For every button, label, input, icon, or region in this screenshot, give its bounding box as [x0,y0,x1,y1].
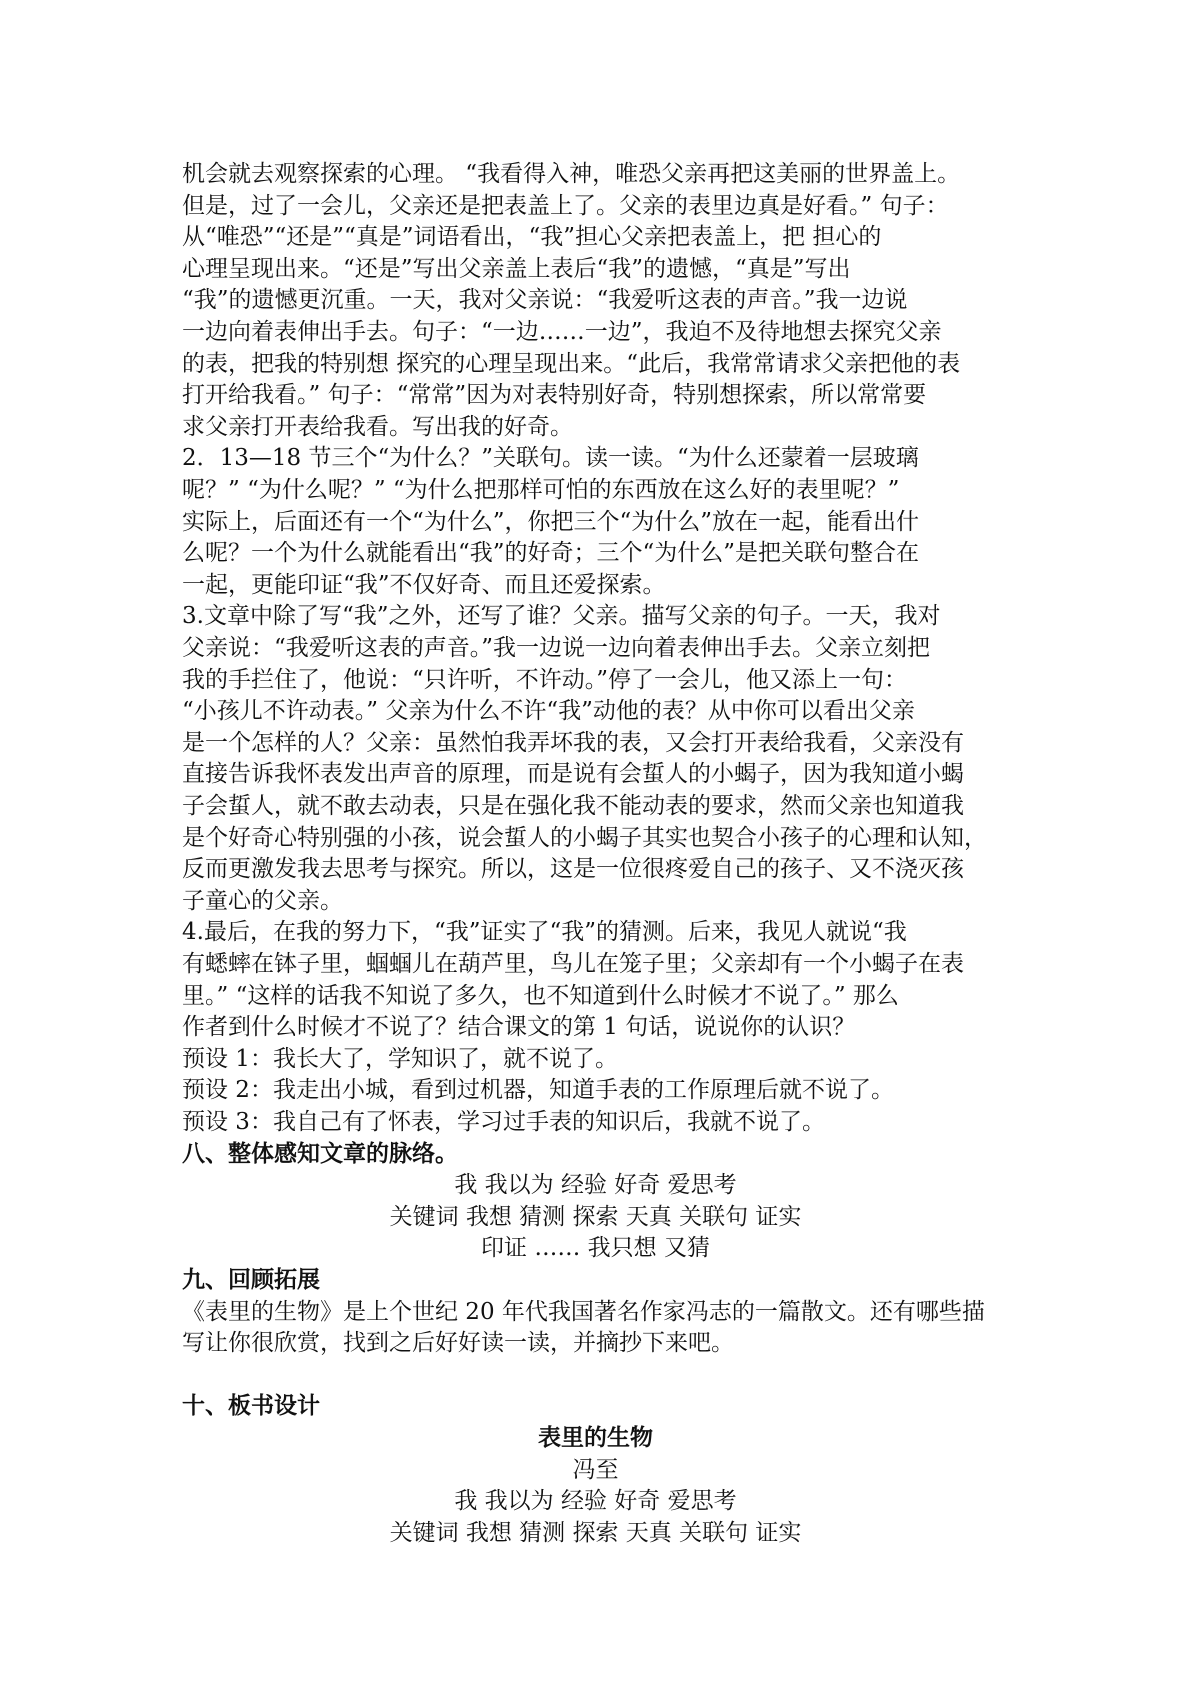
body-text-line: 写让你很欣赏，找到之后好好读一读，并摘抄下来吧。 [182,1330,734,1357]
body-text-line: “我”的遗憾更沉重。一天，我对父亲说：“我爱听这表的声音。”我一边说 [182,287,908,314]
body-text-line: 子会蜇人，就不敢去动表，只是在强化我不能动表的要求，然而父亲也知道我 [182,793,964,819]
board-line: 我 我以为 经验 好奇 爱思考 [454,1488,737,1515]
body-text-line: 有蟋蟀在钵子里，蝈蝈儿在葫芦里，鸟儿在笼子里；父亲却有一个小蝎子在表 [182,951,964,977]
body-text-line: 但是，过了一会儿，父亲还是把表盖上了。父亲的表里边真是好看。” 句子： [182,192,949,219]
section-heading: 八、整体感知文章的脉络。 [182,1140,458,1167]
body-text-line: 直接告诉我怀表发出声音的原理，而是说有会蜇人的小蝎子，因为我知道小蝎 [182,761,964,788]
body-text-line: 反而更激发我去思考与探究。所以，这是一位很疼爱自己的孩子、又不浇灭孩 [182,856,964,883]
body-text-line: 预设 1：我长大了，学知识了，就不说了。 [182,1045,618,1072]
body-text-line: 《表里的生物》是上个世纪 20 年代我国著名作家冯志的一篇散文。还有哪些描 [182,1298,985,1325]
body-text-line: 的表，把我的特别想 探究的心理呈现出来。“此后，我常常请求父亲把他的表 [182,350,961,377]
outline-line: 我 我以为 经验 好奇 爱思考 [454,1172,737,1199]
outline-line: 印证 …… 我只想 又猜 [481,1235,710,1262]
body-text-line: 作者到什么时候才不说了？结合课文的第 1 句话，说说你的认识？ [182,1014,856,1041]
body-text-line: 是个好奇心特别强的小孩，说会蜇人的小蝎子其实也契合小孩子的心理和认知， [182,824,987,851]
section-heading: 九、回顾拓展 [182,1267,320,1293]
body-text-line: 是一个怎样的人？父亲：虽然怕我弄坏我的表，又会打开表给我看，父亲没有 [182,729,964,756]
body-text-line: 心理呈现出来。“还是”写出父亲盖上表后“我”的遗憾，“真是”写出 [182,255,851,282]
board-author: 冯至 [572,1456,619,1483]
body-text-line: 里。” “这样的话我不知说了多久，也不知道到什么时候才不说了。” 那么 [182,982,899,1009]
body-text-line: 4.最后，在我的努力下，“我”证实了“我”的猜测。后来，我见人就说“我 [182,919,907,946]
outline-line: 关键词 我想 猜测 探索 天真 关联句 证实 [389,1203,802,1230]
board-title: 表里的生物 [538,1425,653,1451]
body-text-line: 从“唯恐”“还是”“真是”词语看出，“我”担心父亲把表盖上，把 担心的 [182,224,882,251]
body-text-line: 2．13—18 节三个“为什么？”关联句。读一读。“为什么还蒙着一层玻璃 [182,445,919,472]
body-text-line: 3.文章中除了写“我”之外，还写了谁？父亲。描写父亲的句子。一天，我对 [182,603,941,630]
body-text-line: 呢？” “为什么呢？” “为什么把那样可怕的东西放在这么好的表里呢？” [182,477,900,503]
body-text-line: 预设 3：我自己有了怀表，学习过手表的知识后，我就不说了。 [182,1109,825,1135]
body-text-line: 一起，更能印证“我”不仅好奇、而且还爱探索。 [182,571,666,598]
body-text-line: “小孩儿不许动表。” 父亲为什么不许“我”动他的表？从中你可以看出父亲 [182,698,915,725]
body-text-line: 实际上，后面还有一个“为什么”，你把三个“为什么”放在一起，能看出什 [182,508,920,535]
body-text-line: 么呢？一个为什么就能看出“我”的好奇；三个“为什么”是把关联句整合在 [182,540,920,567]
section-heading: 十、板书设计 [182,1393,320,1420]
body-text-line: 父亲说：“我爱听这表的声音。”我一边说一边向着表伸出手去。父亲立刻把 [182,635,931,661]
body-text-line: 子童心的父亲。 [182,887,343,914]
body-text-line: 机会就去观察探索的心理。 “我看得入神，唯恐父亲再把这美丽的世界盖上。 [182,161,961,187]
body-text-line: 预设 2：我走出小城，看到过机器，知道手表的工作原理后就不说了。 [182,1077,894,1104]
body-text-line: 打开给我看。” 句子：“常常”因为对表特别好奇，特别想探索，所以常常要 [182,382,927,409]
body-text-line: 我的手拦住了，他说：“只许听，不许动。”停了一会儿，他又添上一句： [182,666,908,693]
body-text-line: 求父亲打开表给我看。写出我的好奇。 [182,413,573,440]
board-line: 关键词 我想 猜测 探索 天真 关联句 证实 [389,1519,802,1546]
body-text-line: 一边向着表伸出手去。句子：“一边……一边”，我迫不及待地想去探究父亲 [182,319,942,345]
